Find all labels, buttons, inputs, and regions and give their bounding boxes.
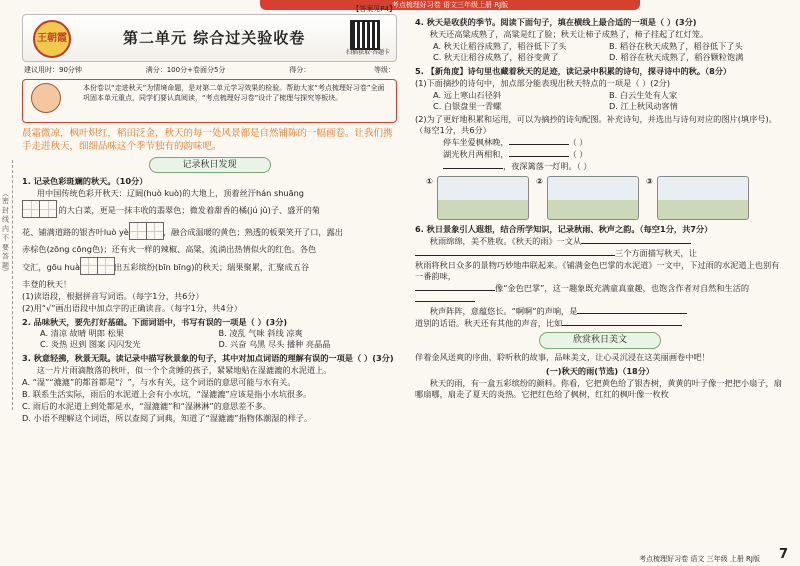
option-c[interactable]: C. 白银盘里一青螺 [433,101,502,112]
answer-reference: 【答案见P4】 [352,5,396,13]
q1-line-2: 的大白菜，更是一抹丰收的翡翠色；微发着甜香的橘(jú jǔ)子、盛开的菊 [22,200,397,221]
q6-line-3: 秋雨将秋日众多的景物巧妙地串联起来。《铺满金色巴掌的水泥道》一文中，下过雨的水泥道上也别有一番韵味， [415,260,780,282]
poem-pictures [426,176,785,220]
exam-meta [24,66,395,75]
poem-line-3: ，夜深篱落一灯明。（ ） [443,161,785,172]
qr-caption: 扫描获取·答题卡 [346,49,390,56]
option-a[interactable]: A. 清凉 故晴 明郎 松果 [40,327,124,338]
q6-line-4: 像“金色巴掌”，这一趣象既充满童真童趣，也饱含作者对自然和生活的 [415,283,785,305]
q1-sub-1: (1)读语段，根据拼音写词语。（每字1分，共6分） [22,290,204,301]
q5-sub-1: (1)下面摘抄的诗句中，加点部分能表现出秋天特点的一项是（ ）(2分) [415,78,671,89]
q3-quote: 这一片片雨滴散落的秋叶，似一个个贪睡的孩子，紧紧地贴在湿漉漉的水泥道上。 [36,365,332,376]
seal-line [0,160,13,410]
q6-line-5: 秋声阵阵，意蕴悠长。“啊啊”的声响，是 [415,306,785,317]
q6-line-2: 三个方面描写秋天，让 [415,248,785,259]
q5-options [433,90,785,112]
score-field: 得分： [289,66,311,74]
q4-quote: 秋天还高粱成熟了，高粱是红了脸；秋天让柿子成熟了，柿子挂起了红灯笼。 [429,29,709,40]
full-score: 满分：100分+卷面分5分 [145,66,226,74]
q6-line-1: 秋雨绵绵，美不胜收。《秋天的雨》一文从 [415,236,785,247]
question-5-title: 5. 【新角度】诗句里也藏着秋天的足迹，读记录中积累的诗句，探寻诗中的秋。（8分） [415,66,732,77]
answer-blank[interactable] [577,313,687,314]
brand-logo: 王朝霞 [33,20,71,58]
q2-options [40,328,397,350]
answer-boxes[interactable] [22,200,56,221]
qr-code-icon[interactable] [350,20,380,50]
lead-text: 晨霜微凉，枫叶炽红，稻田泛金，秋天的每一处风景都是自然铺陈的一幅画卷。让我们携手走进秋天，细细品味这个季节独有的韵味吧。 [22,128,393,153]
question-1-title: 1. 记录色彩斑斓的秋天。（10分） [22,176,148,187]
reading-passage: 秋天的雨，有一盒五彩缤纷的颜料。你看，它把黄色给了银杏树，黄黄的叶子像一把把小扇子，扇哪扇哪，扇走了夏天的炎热。它把红色给了枫树，红红的枫叶像一枚枚 [415,377,782,399]
answer-blank[interactable] [415,255,615,256]
q6-line-6: 道别的话语。秋天还有其他的声音，比如 [415,318,785,329]
question-3-title: 3. 秋意轻拂，秋景无限。读记录中描写秋景象的句子，其中对加点词语的理解有误的一项是（ ）(3分) [22,352,394,363]
page-title: 第二单元 综合过关验收卷 [123,29,306,47]
option-d[interactable]: D. 稻谷在秋天成熟了，稻谷颗粒饱满 [609,52,744,63]
option-a[interactable]: A. 秋天让稻谷成熟了，稻谷低下了头 [433,41,567,52]
option-d[interactable]: D. 江上秋风动客情 [609,101,678,112]
answer-blank[interactable] [415,290,495,291]
grade-field: 等级： [374,66,395,74]
poem-line-2: 湖光秋月两相和， （ ） [443,148,588,159]
answer-blank[interactable] [581,243,691,244]
page-number: 7 [778,547,788,563]
answer-blank[interactable] [415,301,475,302]
answer-blank[interactable] [509,156,569,157]
option-b[interactable]: B. 稻谷在秋天成熟了，稻谷低下了头 [609,41,743,52]
q1-line-4: 赤棕色(zōng cōng色)；还有火一样的辣椒、高粱，流淌出热情似火的红色。各色 [22,244,317,255]
q4-options [433,41,785,63]
q1-sub-2: (2)用“√”画出语段中加点字的正确读音。（每字1分，共4分） [22,302,242,313]
option-c[interactable]: C. 炎热 迟到 图案 闪闪发光 [40,338,141,349]
right-column [415,14,785,401]
option-a[interactable]: A. 远上寒山石径斜 [433,90,501,101]
question-2-title: 2. 品味秋天，要先打好基础。下面词语中，书写有误的一项是（ ）(3分) [22,316,288,327]
reading-title: (一)秋天的雨(节选)（18分） [545,365,655,376]
answer-boxes[interactable] [129,222,163,243]
spine-text: （密 封 线 内 不 要 答 题） [1,190,10,276]
teacher-avatar [31,83,61,113]
q1-line-5: 交汇，gōu huà 出五彩缤纷(bīn bīng)的秋天；瑞果聚累，汇聚成五谷 [22,257,397,278]
option-b[interactable]: B. 白云生处有人家 [609,90,678,101]
left-column [22,5,397,425]
option-a[interactable]: A. “湿”“漉漉”的都首都是“氵”，与水有关，这个词语的意思可能与水有关。 [22,377,296,388]
option-d[interactable]: D. 兴奋 乌黑 尽头 播种 亮晶晶 [218,338,331,349]
picture-3: ③ [657,176,749,220]
section-title-read: 欣赏秋日美文 [539,332,661,348]
answer-blank[interactable] [509,144,569,145]
section-title-record: 记录秋日发现 [149,157,271,173]
q1-line-6: 丰登的秋天！ [22,278,72,289]
q1-line: 用中国传统色彩开秋天：辽阔(huò kuò)的大地上，顶着丝汗hán shuāng [36,188,304,199]
answer-blank[interactable] [562,325,682,326]
exam-header [22,5,397,62]
top-banner: 考点梳理好习卷 语文三年级上册 RJ版 [260,0,640,10]
poem-line-1: 停车坐爱枫林晚， （ ） [443,136,588,147]
option-b[interactable]: B. 联系生活实际，雨后的水泥道上会有小水坑，“湿漉漉”应该是指小水坑很多。 [22,389,312,400]
option-b[interactable]: B. 凌乱 气味 斜线 凉爽 [218,327,303,338]
q1-line-3: 花、铺满道路的银杏叶luò yè ，融合成温暖的黄色；熟透的板栗笑开了口，露出 [22,222,397,243]
reading-intro: 伴着金风送爽的序曲，聆听秋的故事，品味美文，让心灵沉浸在这美丽画卷中吧！ [415,351,710,362]
answer-blank[interactable] [443,168,503,169]
page-footer: 考点梳理好习卷 语文 三年级 上册 RJ版 [639,554,760,563]
picture-2: ② [547,176,639,220]
picture-1: ① [437,176,529,220]
option-d[interactable]: D. 小语不理解这个词语，所以查阅了词典，知道了“湿漉漉”指物体潮湿的样子。 [22,413,313,424]
question-6-title: 6. 秋日景象引人遐想，结合所学知识，记录秋雨、秋声之韵。（每空1分，共7分） [415,223,713,234]
option-c[interactable]: C. 秋天让稻谷成熟了，稻谷变黄了 [433,52,559,63]
option-c[interactable]: C. 雨后的水泥道上到处都是水，“湿漉漉”和“湿淋淋”的意思差不多。 [22,401,271,412]
time-limit: 建议用时：90分钟 [24,66,82,74]
intro-box [22,79,397,123]
answer-boxes[interactable] [80,257,114,278]
intro-text: 本份卷以“走进秋天”为情境命题，是对第二单元学习效果的检验。帮助大家“考点梳理好习卷”全面巩固本单元重点，同学们要认真阅读，“考点梳理好习卷”设计了梳理与探究等板块。 [83,84,385,102]
q5-sub-2: (2)为了更好地积累和运用，可以为摘抄的诗句配图。补充诗句，并选出与诗句对应的图片(填序号)。（每空1分，共6分） [415,113,777,135]
question-4-title: 4. 秋天是收获的季节。阅读下面句子，填在横线上最合适的一项是（ ）(3分) [415,17,697,27]
